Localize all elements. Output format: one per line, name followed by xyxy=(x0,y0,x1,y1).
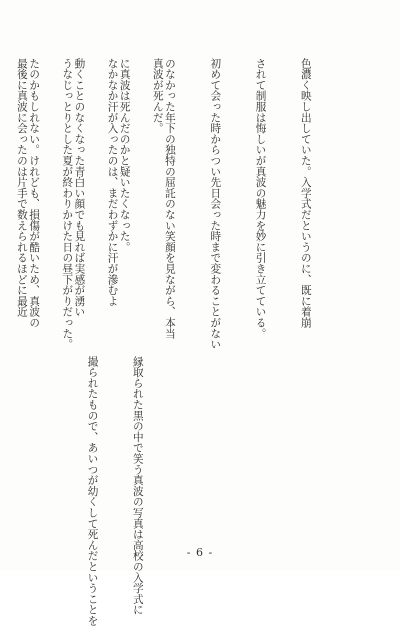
text-line: 最後に真波に会ったのは片手で数えられるほどに最近 xyxy=(15,58,28,318)
text-line: 色濃く映し出していた。入学式だというのに、既に着崩 xyxy=(299,58,312,328)
text-line: 縁取られた黒の中で笑う真波の写真は高校の入学式に xyxy=(131,356,144,616)
text-line: うなじっとりとした夏が終わりかけた日の昼下がりだった。 xyxy=(61,58,74,350)
text-line: 撮られたもので、あいつが幼くして死んだということを xyxy=(86,356,99,626)
text-line: 真波が死んだ。 xyxy=(151,58,164,134)
text-line: のなかった年下の独特の屈託のない笑顔を見ながら、本当 xyxy=(163,58,176,339)
text-line: なかなか汗が入ったのは、まだわずかに汗が滲むよ xyxy=(106,58,119,307)
text-line: 動くことのなくなった青白い顔でも見れば実感が湧い xyxy=(73,58,86,318)
text-line: たのかもしれない。けれども、損傷が酷いため、真波の xyxy=(28,58,41,328)
text-line: に真波は死んだのかと疑いたくなった。 xyxy=(118,58,131,253)
text-line: 初めて会った時からつい先日会った時まで変わることがない xyxy=(209,58,222,350)
page-number: - 6 - xyxy=(186,546,214,559)
text-line: されて制服は悔しいが真波の魅力を妙に引き立てている。 xyxy=(254,58,267,339)
text-block-right xyxy=(0,58,343,558)
